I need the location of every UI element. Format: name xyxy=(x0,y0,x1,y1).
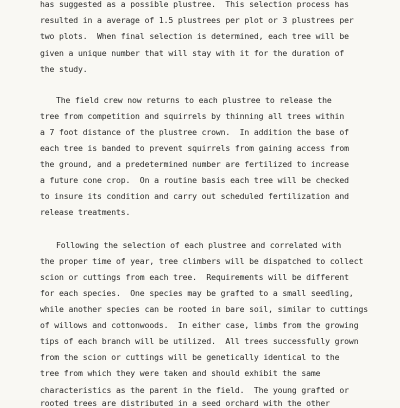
text-line: while another species can be rooted in bare soil, similar to cuttings xyxy=(40,304,368,314)
text-line: each tree is banded to prevent squirrels from gaining access from xyxy=(40,143,349,153)
text-line: from the scion or cuttings will be genetically identical to the xyxy=(40,352,340,362)
text-line: given a unique number that will stay with it for the duration of xyxy=(40,48,345,58)
text-line: the proper time of year, tree climbers will be dispatched to collect xyxy=(40,256,364,266)
text-line: characteristics as the parent in the field. The young grafted or xyxy=(40,385,349,395)
paragraph-first-line: Following the selection of each plustree and correlated with xyxy=(56,240,342,250)
text-line: the ground, and a predetermined number are fertilized to increase xyxy=(40,159,349,169)
text-line: scion or cuttings from each tree. Requirements will be different xyxy=(40,272,349,282)
text-line: a future cone crop. On a routine basis each tree will be checked xyxy=(40,175,349,185)
text-line: tips of each branch will be utilized. All trees successfully grown xyxy=(40,336,359,346)
text-line: to insure its condition and carry out scheduled fertilization and xyxy=(40,191,349,201)
text-line: has suggested as a possible plustree. This selection process has xyxy=(40,0,349,9)
text-line: a 7 foot distance of the plustree crown. In addition the base of xyxy=(40,127,349,137)
text-line: of willows and cottonwoods. In either case, limbs from the growing xyxy=(40,320,359,330)
text-line: tree from competition and squirrels by thinning all trees within xyxy=(40,111,345,121)
text-line: the study. xyxy=(40,64,88,74)
text-line: release treatments. xyxy=(40,207,131,217)
text-line: two plots. When final selection is determined, each tree will be xyxy=(40,31,349,41)
paragraph-first-line: The field crew now returns to each plustree to release the xyxy=(56,95,332,105)
text-line: for each species. One species may be grafted to a small seedling, xyxy=(40,288,354,298)
text-line: resulted in a average of 1.5 plustrees per plot or 3 plustrees per xyxy=(40,15,354,25)
text-line: rooted trees are distributed in a seed orchard with the other xyxy=(40,398,330,408)
text-line: tree from which they were taken and should exhibit the same xyxy=(40,368,321,378)
